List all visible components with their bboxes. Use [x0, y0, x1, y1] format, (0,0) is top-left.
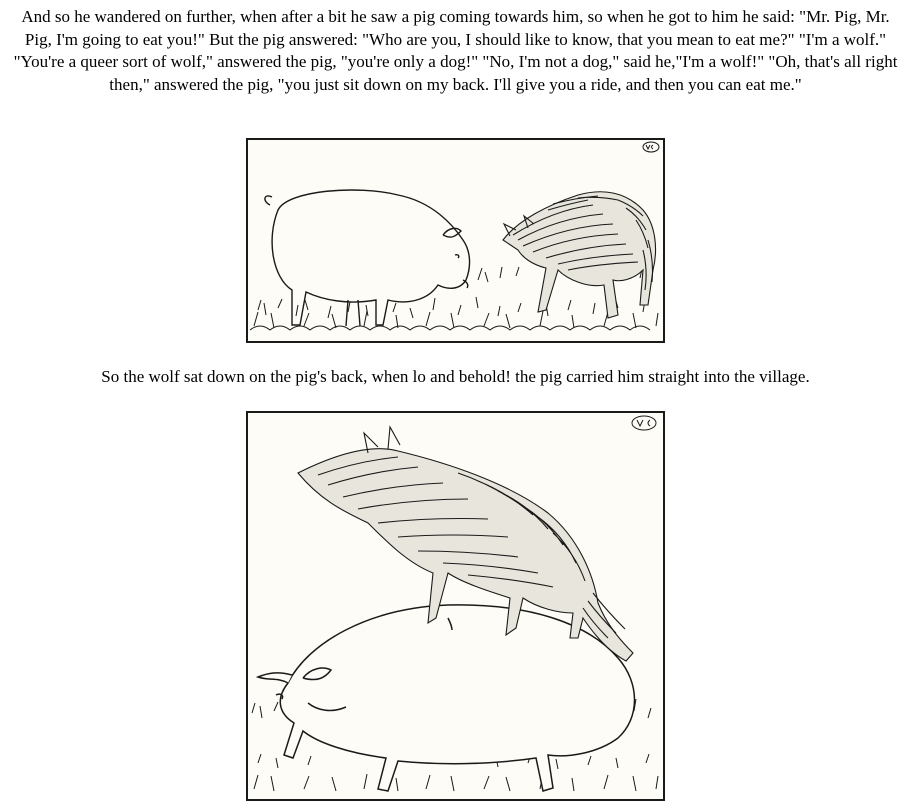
illustration-wolf-rides-pig	[246, 411, 665, 801]
story-paragraph-wolf-meets-pig: And so he wandered on further, when after a bit he saw a pig coming towards him, so when he got to him he said: "Mr. Pig, Mr. Pig, I'm going to eat you!" But the pig answered: "Who are you, I should like to know, that you mean to eat me?" "I'm a wolf." "You're a queer sort of wolf," answered the pig, "you're only a dog!" "No, I'm not a dog," said he,"I'm a wolf!" "Oh, that's all right then," answered the pig, "you just sit down on my back. I'll give you a ride, and then you can eat me."	[13, 7, 898, 94]
illustration-wolf-meets-pig	[246, 138, 665, 343]
artist-monogram	[643, 142, 659, 152]
artist-monogram	[632, 416, 656, 430]
story-paragraph-wolf-rides-pig: So the wolf sat down on the pig's back, when lo and behold! the pig carried him straight into the village.	[101, 367, 810, 386]
pig-figure	[265, 190, 470, 326]
wolf-figure	[503, 192, 656, 318]
